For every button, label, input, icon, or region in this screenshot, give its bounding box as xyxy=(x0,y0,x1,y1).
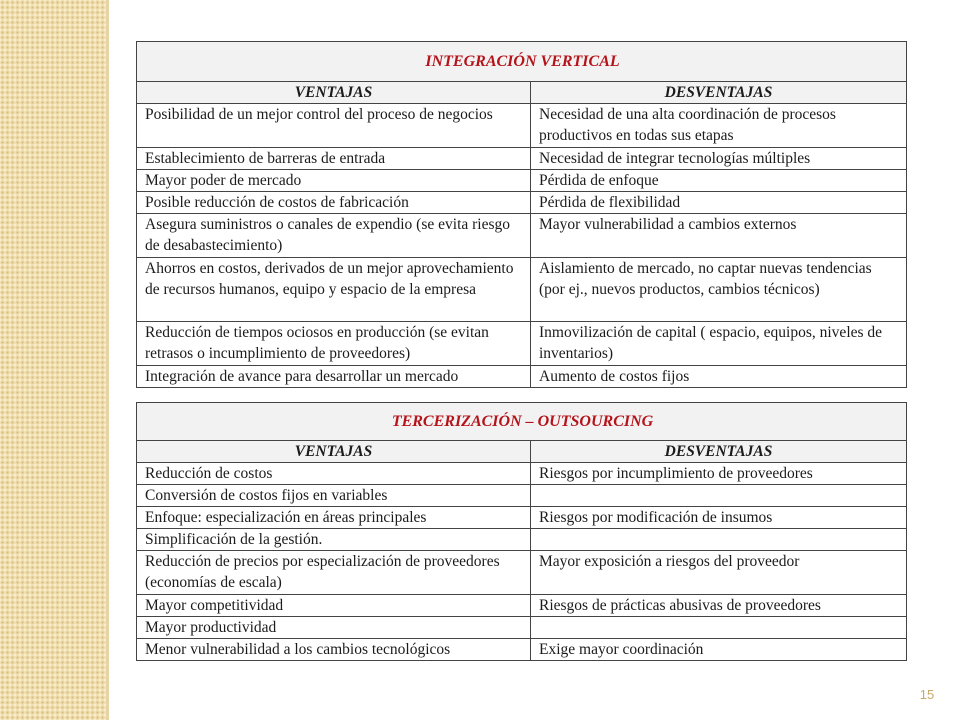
decorative-side-band xyxy=(0,0,106,720)
outsourcing-disadvantages-header: DESVENTAJAS xyxy=(531,441,907,463)
side-band-edge xyxy=(106,0,109,720)
vertical-disadvantage-cell: Aislamiento de mercado, no captar nuevas tendencias (por ej., nuevos productos, cambios técnicos) xyxy=(531,258,907,322)
vertical-advantage-cell: Establecimiento de barreras de entrada xyxy=(137,148,531,170)
vertical-advantages-header: VENTAJAS xyxy=(137,82,531,104)
outsourcing-advantage-cell: Enfoque: especialización en áreas principales xyxy=(137,507,531,529)
vertical-advantage-cell: Mayor poder de mercado xyxy=(137,170,531,192)
vertical-advantage-cell: Reducción de tiempos ociosos en producción (se evitan retrasos o incumplimiento de proveedores) xyxy=(137,322,531,366)
vertical-disadvantage-cell: Mayor vulnerabilidad a cambios externos xyxy=(531,214,907,258)
outsourcing-advantage-cell: Reducción de costos xyxy=(137,463,531,485)
vertical-disadvantage-cell: Necesidad de integrar tecnologías múltiples xyxy=(531,148,907,170)
outsourcing-disadvantage-cell: Exige mayor coordinación xyxy=(531,639,907,661)
outsourcing-disadvantage-cell: Mayor exposición a riesgos del proveedor xyxy=(531,551,907,595)
vertical-advantage-cell: Posibilidad de un mejor control del proceso de negocios xyxy=(137,104,531,148)
vertical-advantage-cell: Integración de avance para desarrollar un mercado xyxy=(137,366,531,388)
outsourcing-advantage-cell: Conversión de costos fijos en variables xyxy=(137,485,531,507)
vertical-integration-table xyxy=(136,41,907,388)
outsourcing-advantage-cell: Mayor productividad xyxy=(137,617,531,639)
outsourcing-advantage-cell: Menor vulnerabilidad a los cambios tecnológicos xyxy=(137,639,531,661)
outsourcing-disadvantage-cell xyxy=(531,485,907,507)
outsourcing-disadvantage-cell xyxy=(531,529,907,551)
outsourcing-disadvantage-cell: Riesgos de prácticas abusivas de proveedores xyxy=(531,595,907,617)
outsourcing-disadvantage-cell: Riesgos por incumplimiento de proveedores xyxy=(531,463,907,485)
vertical-disadvantage-cell: Inmovilización de capital ( espacio, equipos, niveles de inventarios) xyxy=(531,322,907,366)
outsourcing-table xyxy=(136,402,907,661)
vertical-disadvantage-cell: Pérdida de flexibilidad xyxy=(531,192,907,214)
vertical-advantage-cell: Asegura suministros o canales de expendio (se evita riesgo de desabastecimiento) xyxy=(137,214,531,258)
vertical-disadvantage-cell: Pérdida de enfoque xyxy=(531,170,907,192)
vertical-integration-title: INTEGRACIÓN VERTICAL xyxy=(137,42,907,82)
page-number: 15 xyxy=(919,687,935,702)
outsourcing-advantage-cell: Simplificación de la gestión. xyxy=(137,529,531,551)
outsourcing-advantage-cell: Reducción de precios por especialización de proveedores (economías de escala) xyxy=(137,551,531,595)
outsourcing-title: TERCERIZACIÓN – OUTSOURCING xyxy=(137,403,907,441)
vertical-disadvantage-cell: Aumento de costos fijos xyxy=(531,366,907,388)
outsourcing-advantage-cell: Mayor competitividad xyxy=(137,595,531,617)
vertical-disadvantage-cell: Necesidad de una alta coordinación de procesos productivos en todas sus etapas xyxy=(531,104,907,148)
vertical-advantage-cell: Posible reducción de costos de fabricación xyxy=(137,192,531,214)
vertical-advantage-cell: Ahorros en costos, derivados de un mejor aprovechamiento de recursos humanos, equipo y espacio de la empresa xyxy=(137,258,531,322)
outsourcing-disadvantage-cell xyxy=(531,617,907,639)
outsourcing-advantages-header: VENTAJAS xyxy=(137,441,531,463)
outsourcing-disadvantage-cell: Riesgos por modificación de insumos xyxy=(531,507,907,529)
vertical-disadvantages-header: DESVENTAJAS xyxy=(531,82,907,104)
